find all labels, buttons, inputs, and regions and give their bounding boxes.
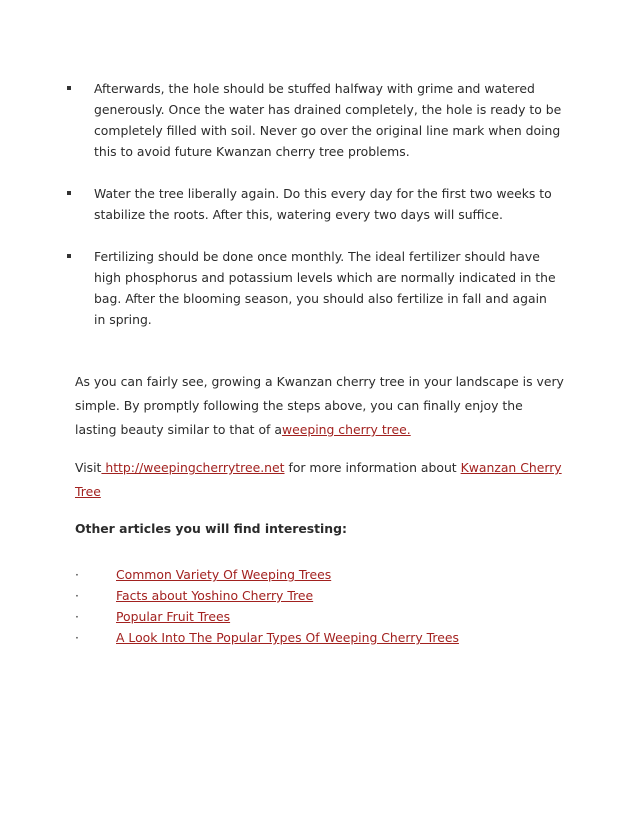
weeping-cherry-tree-link[interactable]: weeping cherry tree.	[281, 422, 411, 437]
conclusion-paragraph	[75, 370, 565, 442]
article-link[interactable]: A Look Into The Popular Types Of Weeping Cherry Trees	[116, 630, 459, 645]
article-link[interactable]: Popular Fruit Trees	[116, 609, 231, 624]
dot-bullet-icon: ·	[75, 630, 79, 645]
square-bullet-icon	[67, 86, 71, 90]
article-link[interactable]: Common Variety Of Weeping Trees	[116, 567, 332, 582]
steps-list	[62, 78, 562, 351]
visit-paragraph	[75, 456, 565, 504]
visit-prefix: Visit	[75, 460, 102, 475]
conclusion-text: As you can fairly see, growing a Kwanzan cherry tree in your landscape is very simple. By promptly following the steps above, you can finally enjoy the lasting beauty similar to that of a	[75, 374, 564, 437]
dot-bullet-icon: ·	[75, 588, 79, 603]
dot-bullet-icon: ·	[75, 567, 79, 582]
bullet-text: Fertilizing should be done once monthly. The ideal fertilizer should have high phosphorus and potassium levels which are normally indicated in the bag. After the blooming season, you should also fertilize in fall and again in spring.	[94, 249, 556, 327]
square-bullet-icon	[67, 254, 71, 258]
dot-bullet-icon: ·	[75, 609, 79, 624]
list-item	[62, 246, 562, 330]
articles-heading: Other articles you will find interesting:	[75, 521, 347, 536]
square-bullet-icon	[67, 191, 71, 195]
article-link[interactable]: Facts about Yoshino Cherry Tree	[116, 588, 314, 603]
list-item	[62, 183, 562, 225]
kwanzan-cherry-tree-link[interactable]: Kwanzan Cherry Tree	[75, 460, 562, 499]
website-link[interactable]: http://weepingcherrytree.net	[101, 460, 285, 475]
bullet-text: Afterwards, the hole should be stuffed halfway with grime and watered generously. Once the water has drained completely, the hole is ready to be completely filled with soil. Never go over the original line mark when doing this to avoid future Kwanzan cherry tree problems.	[94, 81, 562, 159]
list-item	[62, 78, 562, 162]
visit-middle-text: for more information about	[284, 460, 461, 475]
bullet-text: Water the tree liberally again. Do this every day for the first two weeks to stabilize the roots. After this, watering every two days will suffice.	[94, 186, 552, 222]
